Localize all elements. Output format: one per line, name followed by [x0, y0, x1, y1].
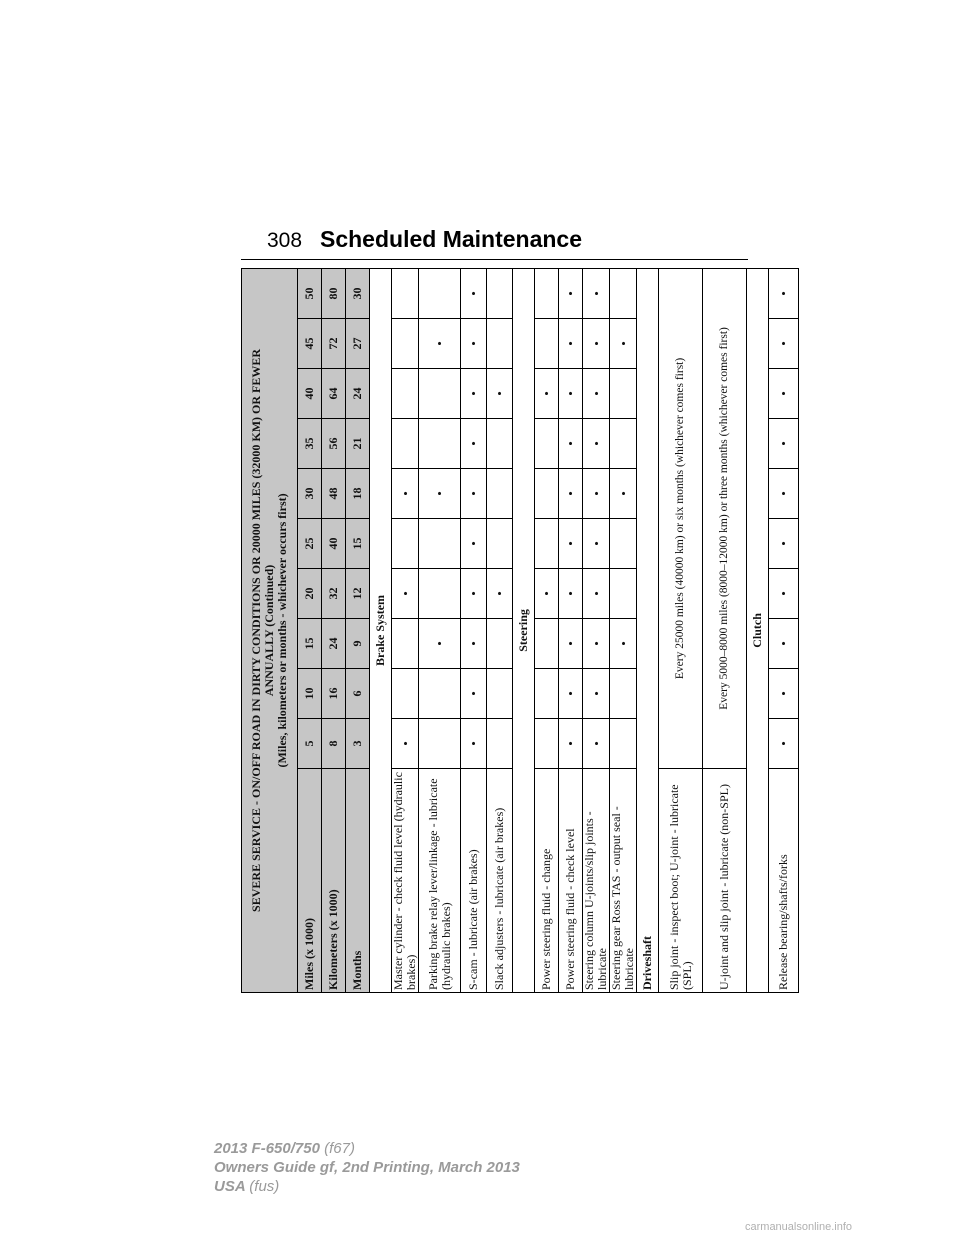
section-driveshaft: Driveshaft: [637, 268, 659, 992]
service-dot: •: [610, 469, 637, 519]
row-label: Slip joint - inspect boot; U-joint - lubricate (SPL): [659, 769, 703, 993]
service-dot: •: [583, 719, 610, 769]
service-dot: •: [392, 469, 419, 519]
service-dot: •: [769, 569, 799, 619]
km-value: 48: [322, 469, 346, 519]
service-dot: •: [769, 419, 799, 469]
km-value: 80: [322, 268, 346, 318]
service-dot: •: [559, 369, 583, 419]
page-title: Scheduled Maintenance: [320, 226, 583, 252]
months-value: 24: [346, 369, 370, 419]
row-label: Parking brake relay lever/linkage - lubricate (hydraulic brakes): [419, 769, 461, 993]
service-dot: •: [461, 419, 487, 469]
section-steering: Steering: [513, 268, 535, 992]
severe-service-table: [241, 268, 799, 993]
row-label: Power steering fluid - check level: [559, 769, 583, 993]
footer-region-code: (fus): [249, 1178, 280, 1195]
row-label: Master cylinder - check fluid level (hydraulic brakes): [392, 769, 419, 993]
table-title-line1: SEVERE SERVICE - ON/OFF ROAD IN DIRTY CONDITIONS OR 20000 MILES (32000 KM) OR FEWER: [249, 348, 263, 912]
miles-value: 30: [298, 469, 322, 519]
service-dot: •: [769, 369, 799, 419]
km-row: [322, 268, 346, 992]
table-row: [559, 268, 583, 992]
km-value: 64: [322, 369, 346, 419]
service-dot: •: [461, 268, 487, 318]
header-divider: [241, 259, 748, 260]
months-value: 3: [346, 719, 370, 769]
miles-value: 25: [298, 519, 322, 569]
watermark: carmanualsonline.info: [745, 1221, 853, 1233]
section-clutch: Clutch: [747, 268, 769, 992]
km-label: Kilometers (x 1000): [322, 769, 346, 993]
service-dot: •: [559, 319, 583, 369]
months-value: 27: [346, 319, 370, 369]
service-dot: •: [461, 619, 487, 669]
footer-model: 2013 F-650/750: [214, 1140, 320, 1157]
months-row: [346, 268, 370, 992]
service-dot: •: [487, 569, 513, 619]
service-dot: •: [610, 319, 637, 369]
months-value: 30: [346, 268, 370, 318]
service-dot: •: [583, 669, 610, 719]
miles-value: 45: [298, 319, 322, 369]
miles-value: 20: [298, 569, 322, 619]
service-dot: •: [392, 719, 419, 769]
service-dot: •: [559, 469, 583, 519]
service-dot: •: [419, 619, 461, 669]
footer-model-code: (f67): [324, 1140, 355, 1157]
service-dot: •: [583, 469, 610, 519]
table-row: [659, 268, 703, 992]
row-label: S-cam - lubricate (air brakes): [461, 769, 487, 993]
footer-line-2: Owners Guide gf, 2nd Printing, March 2013: [214, 1159, 520, 1176]
table-row: [769, 268, 799, 992]
service-dot: •: [461, 319, 487, 369]
table-row: [392, 268, 419, 992]
row-label: Slack adjusters - lubricate (air brakes): [487, 769, 513, 993]
section-brake-system: Brake System: [370, 268, 392, 992]
service-dot: •: [559, 519, 583, 569]
table-row: [610, 268, 637, 992]
miles-row: [298, 268, 322, 992]
miles-value: 15: [298, 619, 322, 669]
service-dot: •: [461, 369, 487, 419]
footer-line-1: [214, 1140, 355, 1157]
service-dot: •: [583, 319, 610, 369]
service-dot: •: [535, 369, 559, 419]
interval-note: Every 25000 miles (40000 km) or six months (whichever comes first): [659, 268, 703, 768]
miles-value: 10: [298, 669, 322, 719]
service-dot: •: [583, 369, 610, 419]
table-row: [583, 268, 610, 992]
service-dot: •: [583, 419, 610, 469]
service-dot: •: [461, 569, 487, 619]
service-dot: •: [461, 669, 487, 719]
miles-value: 35: [298, 419, 322, 469]
service-dot: •: [461, 469, 487, 519]
service-dot: •: [535, 569, 559, 619]
service-dot: •: [461, 719, 487, 769]
miles-value: 40: [298, 369, 322, 419]
months-value: 6: [346, 669, 370, 719]
service-dot: •: [610, 619, 637, 669]
page-number: 308: [267, 229, 303, 252]
months-value: 12: [346, 569, 370, 619]
months-value: 15: [346, 519, 370, 569]
months-value: 21: [346, 419, 370, 469]
service-dot: •: [392, 569, 419, 619]
service-dot: •: [419, 469, 461, 519]
miles-value: 5: [298, 719, 322, 769]
km-value: 8: [322, 719, 346, 769]
service-dot: •: [559, 419, 583, 469]
row-label: U-joint and slip joint - lubricate (non-SPL): [703, 769, 747, 993]
km-value: 32: [322, 569, 346, 619]
row-label: Steering column U-joints/slip joints - lubricate: [583, 769, 610, 993]
service-dot: •: [559, 719, 583, 769]
service-dot: •: [583, 519, 610, 569]
service-dot: •: [769, 268, 799, 318]
table-title: [242, 268, 298, 992]
months-label: Months: [346, 769, 370, 993]
service-dot: •: [769, 519, 799, 569]
months-value: 9: [346, 619, 370, 669]
service-dot: •: [487, 369, 513, 419]
km-value: 24: [322, 619, 346, 669]
footer-region: USA: [214, 1178, 246, 1195]
service-dot: •: [559, 669, 583, 719]
row-label: Power steering fluid - change: [535, 769, 559, 993]
miles-label: Miles (x 1000): [298, 769, 322, 993]
service-dot: •: [769, 469, 799, 519]
service-dot: •: [769, 619, 799, 669]
table-row: [703, 268, 747, 992]
km-value: 16: [322, 669, 346, 719]
table-row: [535, 268, 559, 992]
service-dot: •: [583, 569, 610, 619]
table-row: [461, 268, 487, 992]
row-label: Release bearing/shafts/forks: [769, 769, 799, 993]
footer-line-3: [214, 1178, 279, 1195]
service-dot: •: [583, 619, 610, 669]
service-dot: •: [583, 268, 610, 318]
service-dot: •: [769, 669, 799, 719]
km-value: 72: [322, 319, 346, 369]
table-title-line2: ANNUALLY (Continued): [262, 564, 276, 697]
table-row: [487, 268, 513, 992]
maintenance-table-wrapper: [241, 269, 791, 993]
row-label: Steering gear Ross TAS - output seal - lubricate: [610, 769, 637, 993]
interval-note: Every 5000–8000 miles (8000–12000 km) or three months (whichever comes first): [703, 268, 747, 768]
table-title-line3: (Miles, kilometers or months - whichever occurs first): [275, 493, 289, 768]
service-dot: •: [419, 319, 461, 369]
service-dot: •: [559, 268, 583, 318]
months-value: 18: [346, 469, 370, 519]
table-row: [419, 268, 461, 992]
km-value: 40: [322, 519, 346, 569]
service-dot: •: [769, 319, 799, 369]
service-dot: •: [769, 719, 799, 769]
miles-value: 50: [298, 268, 322, 318]
service-dot: •: [559, 569, 583, 619]
service-dot: •: [461, 519, 487, 569]
service-dot: •: [559, 619, 583, 669]
km-value: 56: [322, 419, 346, 469]
